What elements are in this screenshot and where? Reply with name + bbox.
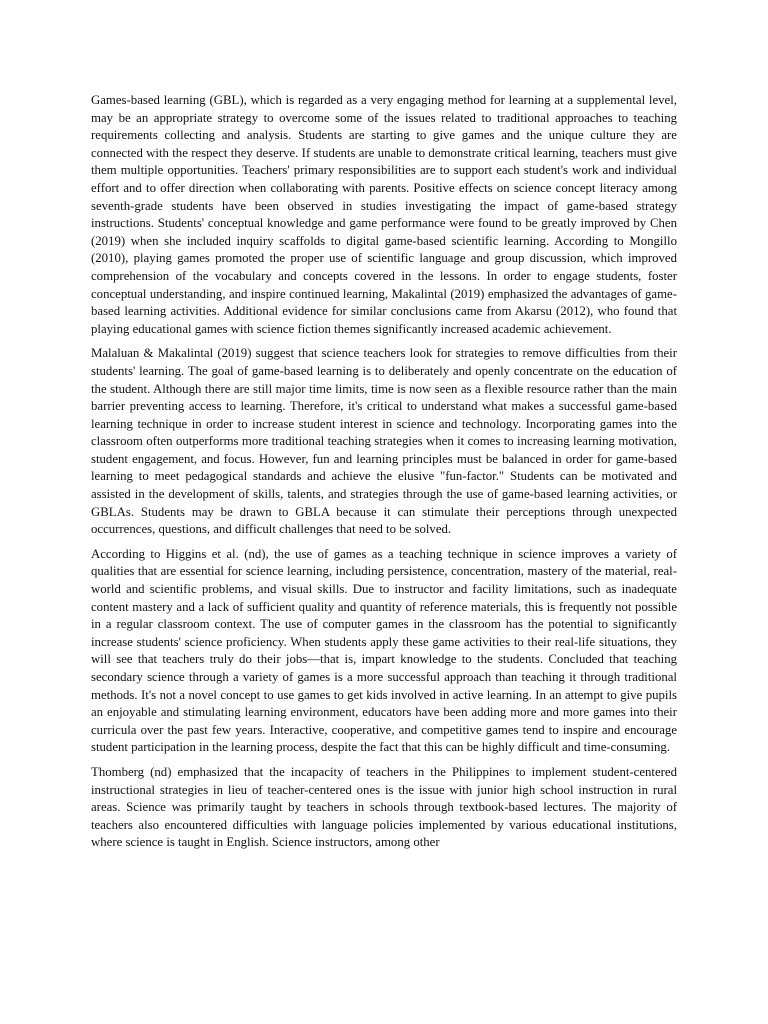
paragraph-gbl-overview: Games-based learning (GBL), which is regarded as a very engaging method for learning at a supplemental level, may be an appropriate strategy to overcome some of the issues related to traditional approaches to teaching requirements collecting and analysis. Students are starting to give games and the unique culture they are connected with the respect they deserve. If students are unable to demonstrate critical learning, teachers must give them multiple opportunities. Teachers' primary responsibilities are to support each student's work and individual effort and to offer direction when collaborating with parents. Positive effects on science concept literacy among seventh-grade students have been observed in studies investigating the impact of game-based strategy instructions. Students' conceptual knowledge and game performance were found to be greatly improved by Chen (2019) when she included inquiry scaffolds to digital game-based scientific learning. According to Mongillo (2010), playing games promoted the proper use of scientific language and group discussion, which improved comprehension of the vocabulary and concepts covered in the lessons. In order to engage students, foster conceptual understanding, and inspire continued learning, Makalintal (2019) emphasized the advantages of game-based learning activities. Additional evidence for similar conclusions came from Akarsu (2012), who found that playing educational games with science fiction themes significantly increased academic achievement. [91, 93, 677, 336]
paragraph-higgins: According to Higgins et al. (nd), the use of games as a teaching technique in science improves a variety of qualities that are essential for science learning, including persistence, concentration, mastery of the material, real-world and scientific problems, and visual skills. Due to instructor and facility limitations, such as inadequate content mastery and a lack of sufficient quality and quantity of reference materials, this is frequently not possible in a regular classroom context. The use of computer games in the classroom has the potential to significantly increase students' science proficiency. When students apply these game activities to their real-life situations, they will see that teachers truly do their jobs—that is, impart knowledge to the students. Concluded that teaching secondary science through a variety of games is a more successful approach than teaching it through traditional methods. It's not a novel concept to use games to get kids involved in active learning. In an attempt to give pupils an enjoyable and stimulating learning environment, educators have been adding more and more games into their curricula over the past few years. Interactive, cooperative, and competitive games tend to inspire and encourage student participation in the learning process, despite the fact that this can be highly difficult and time-consuming. [91, 546, 677, 755]
document-page [91, 92, 677, 859]
paragraph-thomberg: Thomberg (nd) emphasized that the incapacity of teachers in the Philippines to implement student-centered instructional strategies in lieu of teacher-centered ones is the issue with junior high school instruction in rural areas. Science was primarily taught by teachers in schools through textbook-based lectures. The majority of teachers also encountered difficulties with language policies implemented by various educational institutions, where science is taught in English. Science instructors, among other [91, 764, 677, 850]
paragraph-malaluan-makalintal: Malaluan & Makalintal (2019) suggest that science teachers look for strategies to remove difficulties from their students' learning. The goal of game-based learning is to deliberately and openly concentrate on the education of the student. Although there are still major time limits, time is now seen as a flexible resource rather than the main barrier preventing access to learning. Therefore, it's critical to understand what makes a successful game-based learning technique in order to increase student interest in science and technology. Incorporating games into the classroom often outperforms more traditional teaching strategies when it comes to increasing learning motivation, student engagement, and focus. However, fun and learning principles must be balanced in order for game-based learning to meet pedagogical standards and achieve the elusive "fun-factor." Students can be motivated and assisted in the development of skills, talents, and strategies through the use of game-based learning activities, or GBLAs. Students may be drawn to GBLA because it can stimulate their perceptions through unexpected occurrences, questions, and difficult challenges that need to be solved. [91, 346, 677, 537]
